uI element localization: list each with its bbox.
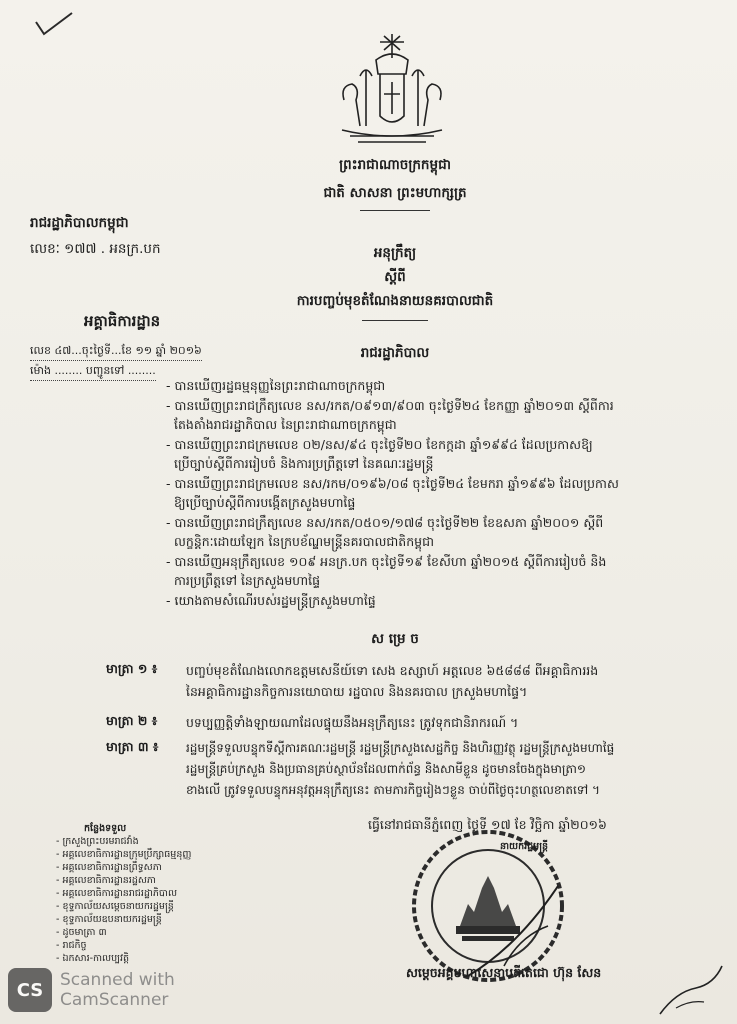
date-line: ធ្វើនៅរាជធានីភ្នំពេញ ថ្ងៃទី ១៧ ខែ វិច្ឆិកា ឆ្នាំ២០១៦	[368, 817, 607, 832]
article-line: បទប្បញ្ញត្តិទាំងឡាយណាដែលផ្ទុយនឹងអនុក្រឹត្យនេះ ត្រូវទុកជានិរាករណ៍ ។	[186, 715, 519, 730]
camscanner-watermark	[60, 970, 175, 1010]
article-line: រដ្ឋមន្ត្រីគ្រប់ក្រសួង និងប្រធានគ្រប់ស្ថាប័នដែលពាក់ព័ន្ធ និងសាមីខ្លួន ដូចមានចែងក្នុងមាត្រា១	[186, 762, 586, 776]
recipient-item: - រាជកិច្ច	[56, 940, 87, 951]
stamp-line-date: លេខ ៤៧...ចុះថ្ងៃទី...ខែ ១១ ឆ្នាំ ២០១៦	[30, 342, 202, 361]
preamble-line: តែងតាំងរាជរដ្ឋាភិបាល នៃព្រះរាជាណាចក្រកម្ពុជា	[174, 417, 397, 432]
watermark-line-2: CamScanner	[60, 990, 169, 1010]
stamp-office: អគ្គាធិការដ្ឋាន	[84, 312, 161, 330]
preamble-line: - បានឃើញព្រះរាជក្រឹត្យលេខ នស/រកត/០៩១៣/៩០៣ ចុះថ្ងៃទី២៤ ខែកញ្ញា ឆ្នាំ២០១៣ ស្តីពីការ	[166, 397, 614, 413]
preamble-line: - បានឃើញរដ្ឋធម្មនុញ្ញនៃព្រះរាជាណាចក្រកម្ពុជា	[166, 378, 386, 393]
watermark-line-1: Scanned with	[60, 970, 175, 990]
decision-heading: ស ម្រេ ច	[371, 631, 419, 647]
preamble-line: - បានឃើញអនុក្រឹត្យលេខ ១០៩ អនក្រ.បក ចុះថ្ងៃទី១៩ ខែសីហា ឆ្នាំ២០១៥ ស្តីពីការរៀបចំ និង	[166, 553, 607, 569]
recipient-item: - ឯកសារ-កាលប្បវត្តិ	[56, 953, 130, 964]
document-about: ស្តីពី	[384, 269, 406, 285]
preamble-line: ឱ្យប្រើច្បាប់ស្តីពីការបង្កើតក្រសួងមហាផ្ទៃ	[174, 495, 356, 510]
seal-text: នាយករដ្ឋមន្ត្រី	[500, 841, 549, 852]
article-line: រដ្ឋមន្ត្រីទទួលបន្ទុកទីស្តីការគណៈរដ្ឋមន្ត្រី រដ្ឋមន្ត្រីក្រសួងសេដ្ឋកិច្ច និងហិរញ្ញវត្ថុ រដ្ឋមន្ត្រីក្រសួងមហាផ្ទៃ	[186, 741, 615, 755]
article-2-body	[186, 712, 716, 733]
title-divider	[362, 320, 428, 321]
royal-coat-of-arms-icon	[330, 30, 454, 148]
recipient-item: - អគ្គលេខាធិការដ្ឋានរាជរដ្ឋាភិបាល	[56, 888, 178, 899]
preamble-line: ប្រើច្បាប់ស្តីពីការរៀបចំ និងការប្រព្រឹត្តទៅ នៃគណៈរដ្ឋមន្ត្រី	[174, 456, 434, 471]
article-line: នៃអគ្គាធិការដ្ឋានកិច្ចការនយោបាយ រដ្ឋបាល និងនគរបាល ក្រសួងមហាផ្ទៃ។	[186, 684, 528, 699]
recipient-item: - ខុទ្ទកាល័យសម្តេចនាយករដ្ឋមន្ត្រី	[56, 901, 174, 912]
article-line: ខាងលើ ត្រូវទទួលបន្ទុកអនុវត្តអនុក្រឹត្យនេះ តាមភារកិច្ចរៀងៗខ្លួន ចាប់ពីថ្ងៃចុះហត្ថលេខាតទៅ ។	[186, 783, 600, 797]
recipients-list	[56, 822, 276, 965]
recipient-item: - អគ្គលេខាធិការដ្ឋានរដ្ឋសភា	[56, 875, 156, 886]
article-2-label: មាត្រា ២ ៖	[106, 713, 158, 728]
recipient-item: - ខុទ្ទកាល័យឧបនាយករដ្ឋមន្ត្រី	[56, 914, 162, 925]
header-divider	[360, 210, 430, 211]
article-3-body	[186, 738, 716, 801]
preamble-line: លក្ខន្តិកៈដោយឡែក នៃក្របខ័ណ្ឌមន្ត្រីនគរបាលជាតិកម្ពុជា	[174, 534, 434, 549]
article-1-body	[186, 660, 716, 702]
preamble	[166, 376, 706, 610]
document-subject: ការបញ្ចប់មុខតំណែងនាយនគរបាលជាតិ	[296, 293, 494, 309]
kingdom-name: ព្រះរាជាណាចក្រកម្ពុជា	[339, 157, 451, 173]
recipients-title: កន្លែងទទួល	[84, 823, 127, 834]
check-mark-icon	[34, 10, 74, 40]
preamble-line: - បានឃើញព្រះរាជក្រមលេខ ០២/នស/៩៤ ចុះថ្ងៃទី២០ ខែកក្កដា ឆ្នាំ១៩៩៤ ដែលប្រកាសឱ្យ	[166, 436, 593, 452]
recipient-item: - ក្រសួងព្រះបរមរាជវាំង	[56, 836, 139, 847]
article-1-label: មាត្រា ១ ៖	[106, 661, 158, 676]
stamp-line-time: ម៉ោង ........ បញ្ជូនទៅ ........	[30, 362, 156, 381]
article-line: បញ្ចប់មុខតំណែងលោកឧត្តមសេនីយ៍ទោ សេង ឧស្សាហ៍ អត្តលេខ ៦៥៨៨៨ ពីអគ្គាធិការរង	[186, 663, 599, 678]
article-3-label: មាត្រា ៣ ៖	[106, 739, 159, 754]
recipient-item: - អគ្គលេខាធិការដ្ឋានព្រឹទ្ធសភា	[56, 862, 162, 873]
preamble-line: - បានឃើញព្រះរាជក្រឹត្យលេខ នស/រកត/០៥០១/១៧៨ ចុះថ្ងៃទី២២ ខែឧសភា ឆ្នាំ២០០១ ស្តីពី	[166, 514, 604, 530]
recipient-item: - អគ្គលេខាធិការដ្ឋានក្រុមប្រឹក្សាធម្មនុញ្ញ	[56, 849, 192, 860]
preamble-line: - យោងតាមសំណើរបស់រដ្ឋមន្ត្រីក្រសួងមហាផ្ទៃ	[166, 592, 376, 608]
signatory-name: សម្តេចអគ្គមហាសេនាបតីតេជោ ហ៊ុន សែន	[406, 965, 602, 980]
issuer-name: រាជរដ្ឋាភិបាលកម្ពុជា	[30, 215, 129, 231]
camscanner-logo-icon: CS	[8, 968, 52, 1012]
preamble-line: ការប្រព្រឹត្តទៅ នៃក្រសួងមហាផ្ទៃ	[174, 573, 321, 588]
document-type: អនុក្រឹត្យ	[373, 245, 417, 261]
handwritten-signature-icon	[656, 962, 726, 1018]
government-heading: រាជរដ្ឋាភិបាល	[360, 345, 430, 361]
national-motto: ជាតិ សាសនា ព្រះមហាក្សត្រ	[323, 185, 467, 201]
preamble-line: - បានឃើញព្រះរាជក្រមលេខ នស/រកម/០១៩៦/០៨ ចុះថ្ងៃទី២៤ ខែមករា ឆ្នាំ១៩៩៦ ដែលប្រកាស	[166, 475, 619, 491]
recipient-item: - ដូចមាត្រា ៣	[56, 927, 107, 938]
document-number: លេខៈ ១៧៧ . អនក្រ.បក	[30, 241, 161, 257]
